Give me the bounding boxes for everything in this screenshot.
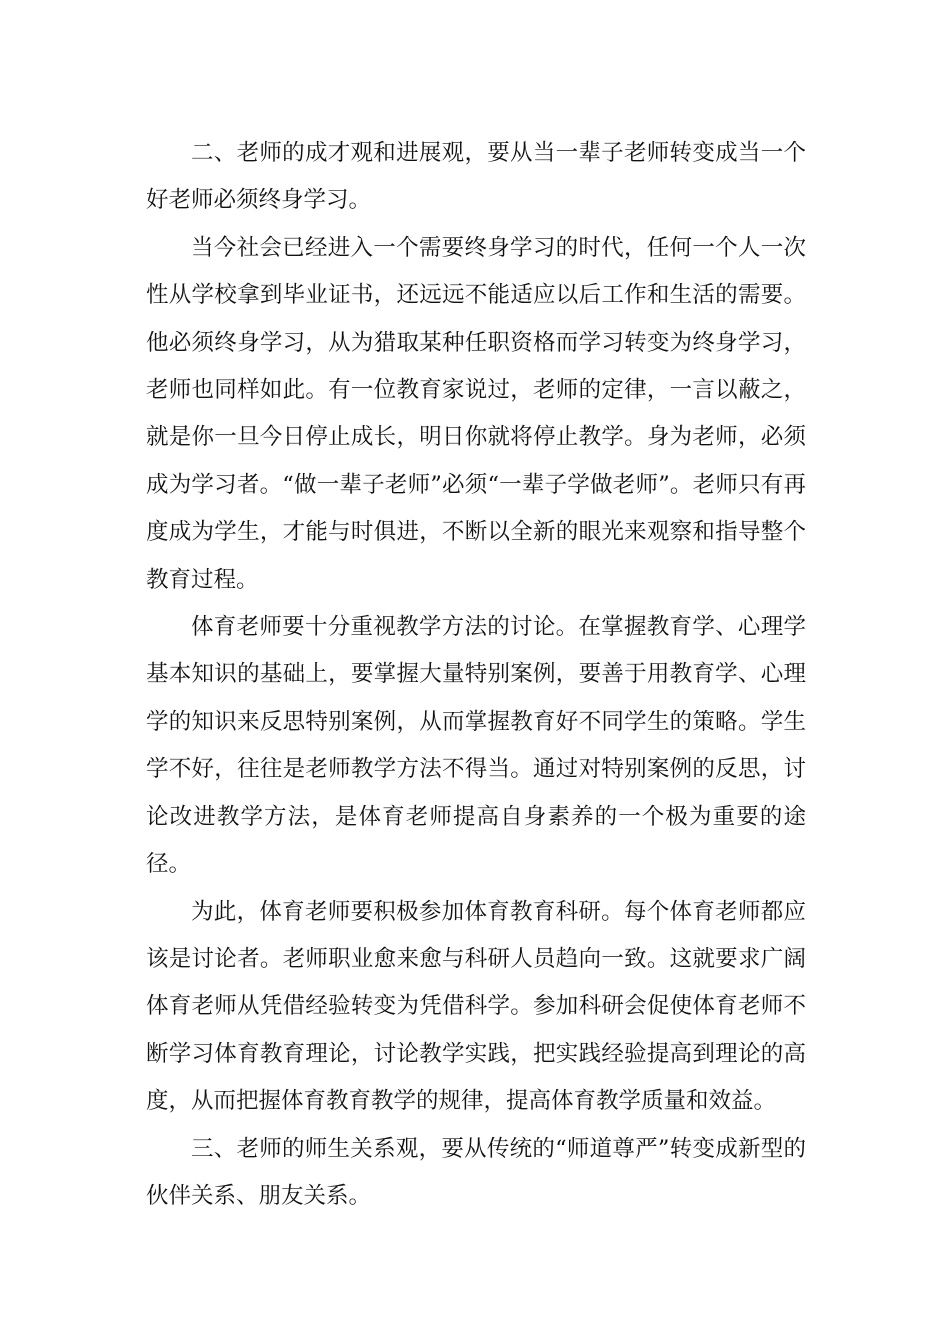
paragraph-heading-three: 三、老师的师生关系观，要从传统的“师道尊严”转变成新型的伙伴关系、朋友关系。	[146, 1135, 806, 1209]
paragraph-heading-two: 二、老师的成才观和进展观，要从当一辈子老师转变成当一个好老师必须终身学习。	[146, 140, 806, 214]
document-body	[146, 130, 806, 1220]
paragraph: 为此，体育老师要积极参加体育教育科研。每个体育老师都应该是讨论者。老师职业愈来愈与科研人员趋向一致。这就要求广阔体育老师从凭借经验转变为凭借科学。参加科研会促使体育老师不断学习体育教育理论，讨论教学实践，把实践经验提高到理论的高度，从而把握体育教育教学的规律，提高体育教学质量和效益。	[146, 898, 806, 1115]
paragraph: 当今社会已经进入一个需要终身学习的时代，任何一个人一次性从学校拿到毕业证书，还远远不能适应以后工作和生活的需要。他必须终身学习，从为猎取某种任职资格而学习转变为终身学习，老师也同样如此。有一位教育家说过，老师的定律，一言以蔽之，就是你一旦今日停止成长，明日你就将停止教学。身为老师，必须成为学习者。“做一辈子老师”必须“一辈子学做老师”。老师只有再度成为学生，才能与时俱进，不断以全新的眼光来观察和指导整个教育过程。	[146, 234, 806, 593]
paragraph: 体育老师要十分重视教学方法的讨论。在掌握教育学、心理学基本知识的基础上，要掌握大量特别案例，要善于用教育学、心理学的知识来反思特别案例，从而掌握教育好不同学生的策略。学生学不好，往往是老师教学方法不得当。通过对特别案例的反思，讨论改进教学方法，是体育老师提高自身素养的一个极为重要的途径。	[146, 614, 806, 878]
